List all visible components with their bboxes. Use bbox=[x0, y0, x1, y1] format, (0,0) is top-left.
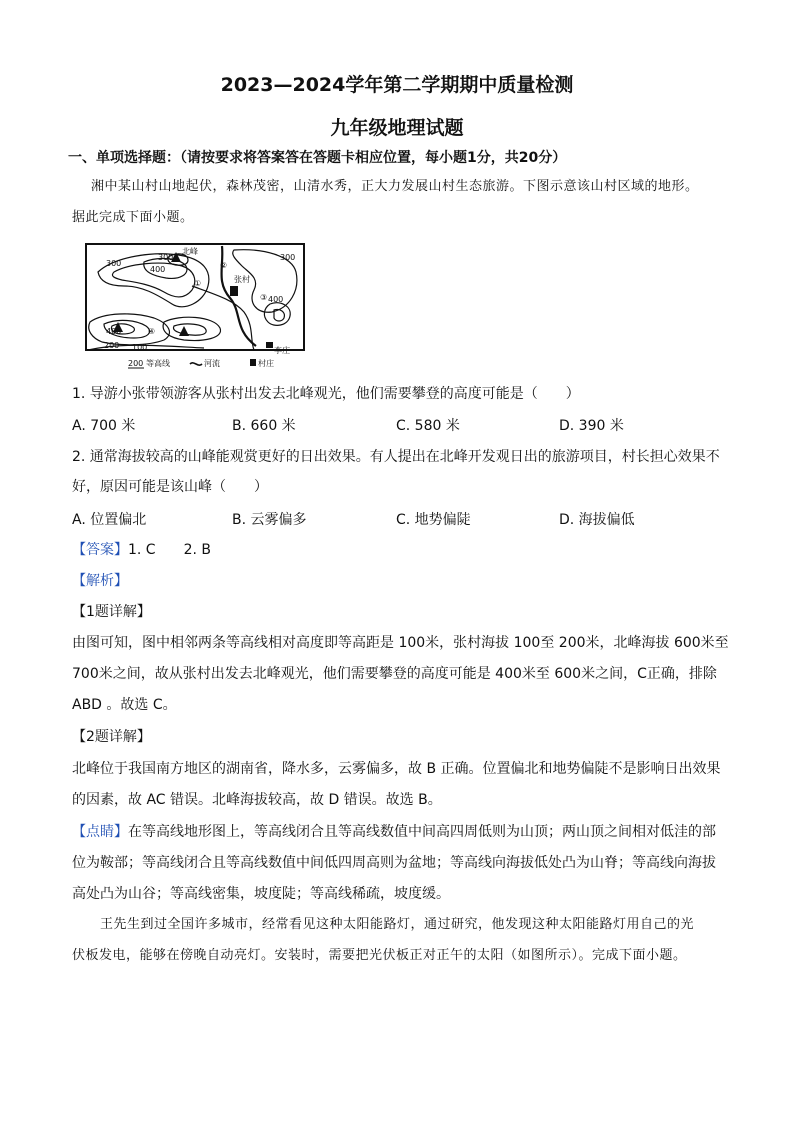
label-point-2: ② bbox=[220, 261, 228, 270]
question-1-stem: 1. 导游小张带领游客从张村出发去北峰观光，他们需要攀登的高度可能是（ ） bbox=[72, 386, 580, 402]
section2-line2: 伏板发电，能够在傍晚自动亮灯。安装时，需要把光伏板正对正午的太阳（如图所示）。完成下面小题。 bbox=[72, 948, 687, 963]
q1-option-d: D. 390 米 bbox=[559, 418, 624, 434]
label-400a: 400 bbox=[150, 265, 166, 274]
intro-text-line1: 湘中某山村山地起伏，森林茂密，山清水秀，正大力发展山村生态旅游。下图示意该山村区域的地形。 bbox=[91, 179, 699, 194]
section2-line1: 王先生到过全国许多城市，经常看见这种太阳能路灯，通过研究，他发现这种太阳能路灯用自己的光 bbox=[100, 917, 695, 932]
answer-label: 【答案】 bbox=[72, 542, 128, 558]
topographic-map bbox=[84, 242, 308, 370]
detail-1-line3: ABD 。故选 C。 bbox=[72, 697, 177, 713]
q1-option-b: B. 660 米 bbox=[232, 418, 296, 434]
detail-2-label: 【2题详解】 bbox=[72, 729, 151, 745]
q1-option-c: C. 580 米 bbox=[396, 418, 460, 434]
lizhuang-marker bbox=[266, 342, 273, 348]
legend-river-icon bbox=[190, 363, 202, 365]
answer-text: 1. C 2. B bbox=[128, 542, 211, 558]
tip-label: 【点睛】 bbox=[72, 824, 128, 840]
label-300c: 300 bbox=[280, 253, 296, 262]
intro-text-line2: 据此完成下面小题。 bbox=[72, 210, 194, 225]
section-heading: 一、单项选择题：（请按要求将答案答在答题卡相应位置，每小题1分，共20分） bbox=[68, 150, 567, 166]
tip-text-1: 在等高线地形图上，等高线闭合且等高线数值中间高四周低则为山顶；两山顶之间相对低洼的部 bbox=[128, 824, 716, 840]
label-point-1: ① bbox=[194, 279, 202, 288]
label-beifeng: 北峰 bbox=[182, 247, 198, 256]
label-lizhuang: 李庄 bbox=[274, 346, 290, 355]
q2-option-d: D. 海拔偏低 bbox=[559, 512, 635, 528]
label-100: 100 bbox=[132, 343, 148, 352]
label-300a: 300 bbox=[158, 253, 174, 262]
tip-line2: 位为鞍部；等高线闭合且等高线数值中间低四周高则为盆地；等高线向海拔低处凸为山脊；等高线向海拔 bbox=[72, 855, 716, 871]
question-2-stem-line1: 2. 通常海拔较高的山峰能观赏更好的日出效果。有人提出在北峰开发观日出的旅游项目，村长担心效果不 bbox=[72, 449, 720, 465]
label-200: 200 bbox=[104, 341, 120, 350]
legend-contour-value: 200 bbox=[128, 359, 144, 368]
q2-option-c: C. 地势偏陡 bbox=[396, 512, 471, 528]
page-subtitle: 九年级地理试题 bbox=[330, 117, 464, 139]
legend-village-label: 村庄 bbox=[258, 359, 274, 368]
label-point-3: ③ bbox=[260, 293, 268, 302]
legend-river-label: 河流 bbox=[204, 359, 220, 368]
tip-line3: 高处凸为山谷；等高线密集，坡度陡；等高线稀疏，坡度缓。 bbox=[72, 886, 450, 902]
legend-contour-label: 等高线 bbox=[146, 359, 170, 368]
page-title: 2023—2024学年第二学期期中质量检测 bbox=[220, 74, 574, 96]
detail-1-label: 【1题详解】 bbox=[72, 604, 151, 620]
label-400b: 400 bbox=[268, 295, 284, 304]
label-zhangcun: 张村 bbox=[234, 275, 250, 284]
detail-1-line1: 由图可知，图中相邻两条等高线相对高度即等高距是 100米，张村海拔 100至 200米，北峰海拔 600米至 bbox=[72, 635, 729, 651]
detail-1-line2: 700米之间，故从张村出发去北峰观光，他们需要攀登的高度可能是 400米至 600米之间，C正确，排除 bbox=[72, 666, 717, 682]
detail-2-line1: 北峰位于我国南方地区的湖南省，降水多，云雾偏多，故 B 正确。位置偏北和地势偏陡不是影响日出效果 bbox=[72, 761, 721, 777]
tip-line1 bbox=[72, 822, 732, 842]
answer-row bbox=[72, 540, 732, 560]
map-legend bbox=[128, 358, 274, 368]
zhangcun-marker bbox=[230, 286, 238, 296]
question-2-stem-line2: 好，原因可能是该山峰（ ） bbox=[72, 479, 268, 495]
analysis-label: 【解析】 bbox=[72, 573, 128, 589]
label-300b: 300 bbox=[106, 259, 122, 268]
detail-2-line2: 的因素，故 AC 错误。北峰海拔较高，故 D 错误。故选 B。 bbox=[72, 792, 442, 808]
label-point-4: ④ bbox=[148, 327, 156, 336]
q2-option-a: A. 位置偏北 bbox=[72, 512, 147, 528]
legend-village-icon bbox=[250, 359, 256, 366]
q2-option-b: B. 云雾偏多 bbox=[232, 512, 307, 528]
q1-option-a: A. 700 米 bbox=[72, 418, 136, 434]
label-400c: 400 bbox=[106, 327, 122, 336]
